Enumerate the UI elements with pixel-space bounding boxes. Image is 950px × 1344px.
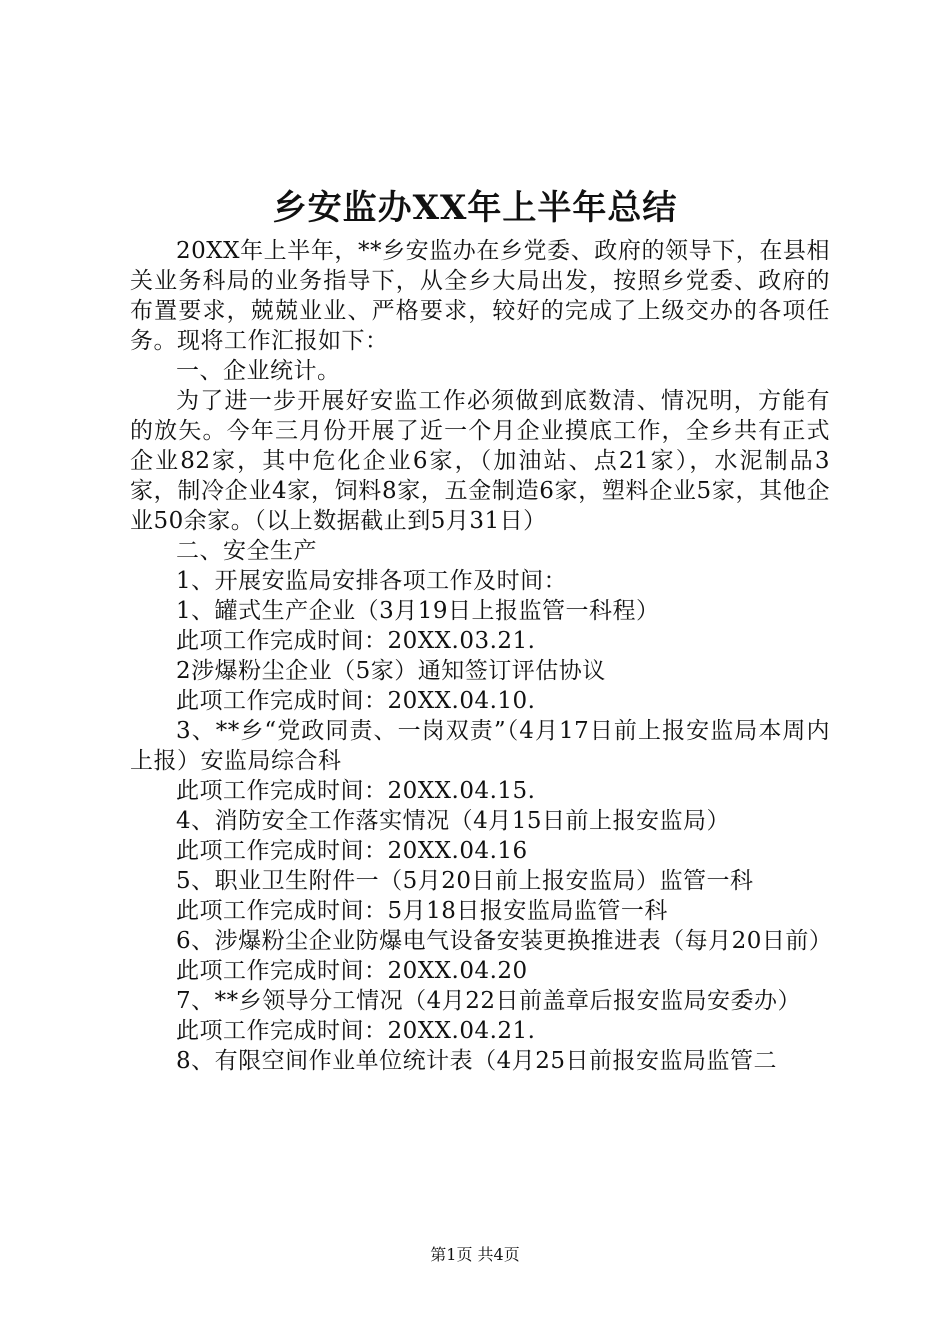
page-footer	[0, 1243, 950, 1267]
document-title: 乡安监办XX年上半年总结	[272, 188, 678, 228]
section-heading: 一、企业统计。	[176, 358, 341, 384]
list-item: 1、开展安监局安排各项工作及时间：	[176, 568, 568, 594]
document-body	[130, 236, 833, 1076]
list-item: 6、涉爆粉尘企业防爆电气设备安装更换推进表（每月20日前）	[176, 928, 833, 954]
list-item: 3、**乡“党政同责、一岗双责”（4月17日前上报安监局本周内上报）安监局综合科	[130, 718, 830, 774]
section-heading: 二、安全生产	[176, 538, 317, 564]
completion-time: 此项工作完成时间：20XX.03.21.	[176, 628, 536, 654]
completion-time: 此项工作完成时间：20XX.04.10.	[176, 688, 536, 714]
list-item: 2涉爆粉尘企业（5家）通知签订评估协议	[176, 658, 606, 684]
list-item: 1、罐式生产企业（3月19日上报监管一科程）	[176, 598, 660, 624]
paragraph: 为了进一步开展好安监工作必须做到底数清、情况明，方能有的放矢。今年三月份开展了近一个月企业摸底工作，全乡共有正式企业82家，其中危化企业6家，（加油站、点21家），水泥制品3家，制冷企业4家，饲料8家，五金制造6家，塑料企业5家，其他企业50余家。（以上数据截止到5月31日）	[130, 388, 830, 534]
page-number: 第1页	[430, 1245, 473, 1264]
completion-time: 此项工作完成时间：20XX.04.21.	[176, 1018, 536, 1044]
completion-time: 此项工作完成时间：20XX.04.16	[176, 838, 528, 864]
list-item: 7、**乡领导分工情况（4月22日前盖章后报安监局安委办）	[176, 988, 802, 1014]
list-item: 5、职业卫生附件一（5月20日前上报安监局）监管一科	[176, 868, 754, 894]
completion-time: 此项工作完成时间：20XX.04.15.	[176, 778, 536, 804]
page-total: 共4页	[477, 1245, 520, 1264]
completion-time: 此项工作完成时间：5月18日报安监局监管一科	[176, 898, 668, 924]
list-item: 4、消防安全工作落实情况（4月15日前上报安监局）	[176, 808, 731, 834]
list-item: 8、有限空间作业单位统计表（4月25日前报安监局监管二	[176, 1048, 778, 1074]
paragraph: 20XX年上半年，**乡安监办在乡党委、政府的领导下，在县相关业务科局的业务指导下，从全乡大局出发，按照乡党委、政府的布置要求，兢兢业业、严格要求，较好的完成了上级交办的各项任务。现将工作汇报如下：	[130, 238, 830, 354]
completion-time: 此项工作完成时间：20XX.04.20	[176, 958, 528, 984]
